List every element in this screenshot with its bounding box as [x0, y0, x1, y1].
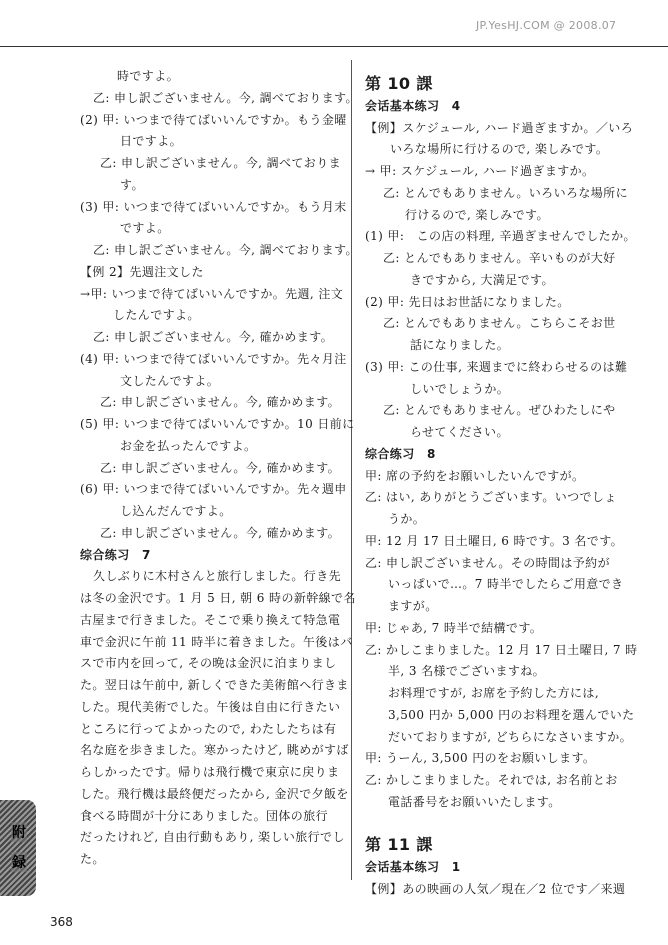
text-line: 食べる時間が十分にありました。団体の旅行 [80, 808, 329, 823]
text-line: (6) 甲: いつまで待てばいいんですか。先々週申 [80, 482, 347, 497]
text-line: (3) 甲: いつまで待てばいいんですか。もう月末 [80, 199, 347, 214]
lesson-title: 第 11 課 [365, 835, 433, 855]
text-line: いっぱいで…。7 時半でしたらご用意でき [388, 577, 624, 592]
text-line: 乙: はい, ありがとうございます。いつでしょ [365, 490, 617, 505]
text-line: (4) 甲: いつまで待てばいいんですか。先々月注 [80, 351, 347, 366]
text-line: お金を払ったんですよ。 [120, 438, 257, 453]
text-line: 乙: 申し訳ございません。今, 確かめます。 [100, 460, 341, 475]
watermark: JP.YesHJ.COM @ 2008.07 [476, 19, 617, 32]
text-line: 甲: うーん, 3,500 円のをお願いします。 [365, 751, 596, 766]
text-line: 乙: とんでもありません。ぜひわたしにや [383, 403, 616, 418]
text-line: す。 [120, 177, 144, 192]
text-line: 【例 2】先週注文した [80, 264, 204, 279]
text-line: いろな場所に行けるので, 楽しみです。 [390, 142, 609, 157]
text-line: 乙: かしこまりました。12 月 17 日土曜日, 7 時 [365, 642, 638, 657]
text-line: 甲: 席の予約をお願いしたいんですが。 [365, 468, 585, 483]
section-heading: 会话基本练习 4 [365, 98, 461, 113]
section-heading: 会话基本练习 1 [365, 860, 461, 874]
text-line: 乙: 申し訳ございません。今, 確かめます。 [100, 525, 341, 540]
side-tab-char: 附 [11, 822, 27, 842]
text-line: らしかったです。帰りは飛行機で東京に戻りま [80, 765, 340, 779]
text-line: しいでしょうか。 [410, 381, 510, 396]
text-line: した。現代美術でした。午後は自由に行きたい [80, 699, 341, 714]
section-heading: 综合练习 8 [365, 446, 436, 461]
text-line: た。翌日は午前中, 新しくできた美術館へ行きま [80, 678, 349, 692]
column-divider [351, 60, 352, 880]
text-line: 乙: 申し訳ございません。今, 確かめます。 [100, 395, 341, 410]
section-heading: 综合练习 7 [80, 547, 151, 562]
lesson-title: 第 10 課 [365, 74, 433, 93]
side-tab-char: 録 [11, 852, 27, 872]
text-line: 【例】スケジュール, ハード過ぎますか。／いろ [365, 120, 634, 135]
text-line: (3) 甲: この仕事, 来週までに終わらせるのは難 [365, 359, 628, 374]
text-line: 乙: 申し訳ございません。今, 確かめます。 [93, 330, 334, 344]
text-line: 乙: 申し訳ございません。今, 調べております。 [93, 90, 358, 105]
text-line: 甲: じゃあ, 7 時半で結構です。 [365, 620, 543, 635]
text-line: 乙: かしこまりました。それでは, お名前とお [365, 773, 618, 787]
text-line: 行けるので, 楽しみです。 [405, 207, 549, 222]
header-rule [0, 46, 668, 47]
text-line: 乙: 申し訳ございません。今, 調べておりま [100, 156, 342, 170]
text-line: 日ですよ。 [120, 134, 183, 149]
text-line: 名な庭を歩きました。寒かったけど, 眺めがすば [80, 743, 349, 758]
text-line: した。飛行機は最終便だったから, 金沢で夕飯を [80, 786, 349, 801]
text-line: 乙: 申し訳ございません。その時間は予約が [365, 555, 610, 570]
text-line: 話になりました。 [410, 338, 510, 352]
text-line: 乙: とんでもありません。辛いものが大好 [383, 251, 616, 265]
text-line: 甲: 12 月 17 日土曜日, 6 時です。3 名です。 [365, 533, 624, 548]
text-line: 乙: とんでもありません。こちらこそお世 [383, 316, 616, 331]
text-line: ますが。 [388, 599, 438, 613]
text-line: → 甲: スケジュール, ハード過ぎますか。 [365, 164, 595, 178]
text-line: 乙: 申し訳ございません。今, 調べております。 [93, 243, 358, 257]
text-line: 久しぶりに木村さんと旅行しました。行き先 [93, 569, 342, 584]
text-line: (1) 甲: この店の料理, 辛過ぎませんでしたか。 [365, 229, 636, 244]
text-line: お料理ですが, お席を予約した方には, [388, 686, 600, 700]
text-line: (5) 甲: いつまで待てばいいんですか。10 日前に [80, 417, 355, 431]
text-line: うか。 [388, 512, 426, 526]
page-number: 368 [50, 915, 73, 929]
text-line: 半, 3 名様でございますね。 [388, 664, 546, 679]
text-line: し込んだんですよ。 [120, 504, 232, 518]
text-line: だったけれど, 自由行動もあり, 楽しい旅行でし [80, 830, 345, 845]
text-line: きですから, 大満足です。 [410, 272, 554, 287]
text-line: らせてください。 [410, 425, 509, 439]
text-line: 電話番号をお願いいたします。 [388, 794, 561, 809]
text-line: 【例】あの映画の人気／現在／2 位です／来週 [365, 881, 626, 896]
text-line: →甲: いつまで待てばいいんですか。先週, 注文 [80, 286, 344, 301]
text-line: 乙: とんでもありません。いろいろな場所に [383, 185, 628, 200]
text-line: 3,500 円か 5,000 円のお料理を選んでいた [388, 707, 635, 722]
text-line: ですよ。 [120, 221, 170, 236]
text-line: 時ですよ。 [117, 69, 180, 83]
text-line: ところに行ってよかったので, わたしたちは有 [80, 721, 337, 736]
text-line: は冬の金沢です。1 月 5 日, 朝 6 時の新幹線で名 [80, 591, 356, 605]
text-line: (2) 甲: いつまで待てばいいんですか。もう金曜 [80, 112, 347, 127]
text-line: 車で金沢に午前 11 時半に着きました。午後はバ [80, 634, 353, 649]
text-line: (2) 甲: 先日はお世話になりました。 [365, 294, 570, 309]
text-line: したんですよ。 [113, 308, 200, 323]
text-line: スで市内を回って, その晩は金沢に泊まりまし [80, 656, 337, 671]
text-line: た。 [80, 852, 105, 866]
text-line: だいておりますが, どちらになさいますか。 [388, 729, 633, 744]
text-line: 古屋まで行きました。そこで乗り換えて特急電 [80, 612, 341, 627]
appendix-side-tab [0, 800, 36, 896]
text-line: 文したんですよ。 [120, 373, 220, 388]
